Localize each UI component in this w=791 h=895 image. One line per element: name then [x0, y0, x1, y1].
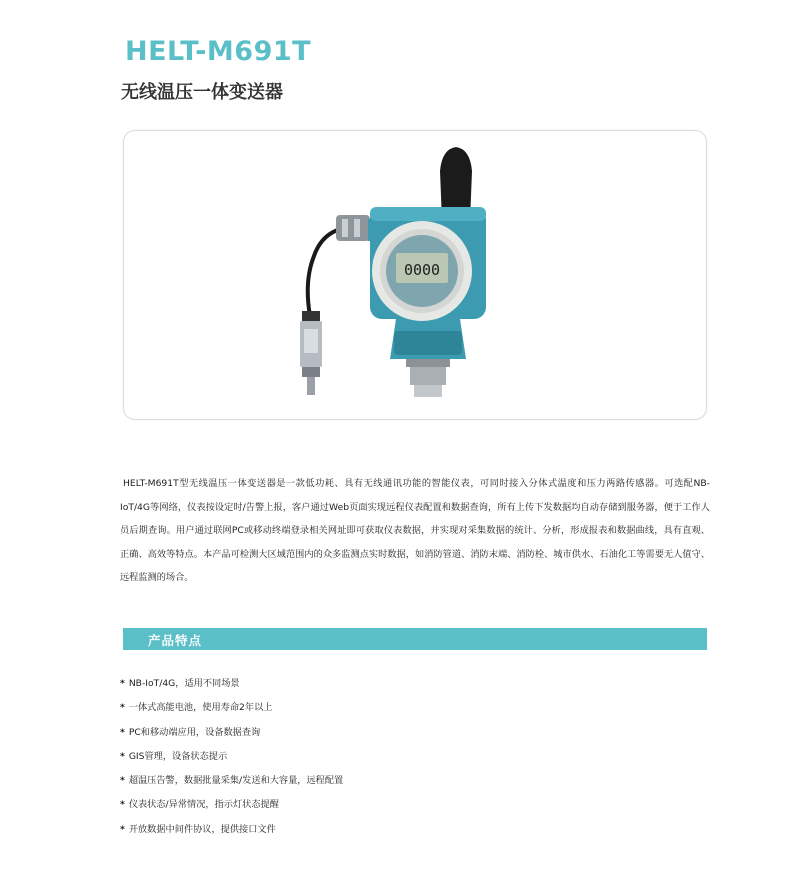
section-title: 产品特点: [148, 633, 203, 648]
feature-text: 一体式高能电池，使用寿命2年以上: [128, 702, 273, 714]
feature-text: NB-IoT/4G，适用不同场景: [128, 678, 240, 689]
product-subtitle: 无线温压一体变送器: [121, 82, 283, 103]
feature-list: [120, 676, 343, 846]
bullet-marker: *: [120, 750, 125, 762]
feature-item: [120, 749, 343, 773]
feature-text: 仪表状态/异常情况，指示灯状态提醒: [128, 799, 279, 811]
product-model-title: HELT-M691T: [125, 36, 312, 67]
transmitter-illustration: [124, 131, 706, 419]
feature-text: 开放数据中间件协议，提供接口文件: [128, 823, 276, 835]
pressure-fitting-icon: [406, 359, 450, 397]
bullet-marker: *: [120, 678, 125, 689]
feature-text: GIS管理，设备状态提示: [128, 750, 228, 762]
product-image-frame: [123, 130, 707, 420]
bullet-marker: *: [120, 726, 125, 738]
feature-item: [120, 797, 343, 821]
product-description: HELT-M691T型无线温压一体变送器是一款低功耗、具有无线通讯功能的智能仪表，可同时接入分体式温度和压力两路传感器。可选配NB-IoT/4G等网络，仪表按设定时/告警上报，客户通过Web页面实现远程仪表配置和数据查询，所有上传下发数据均自动存储到服务器，便于工作人员后期查询。用户通过联网PC或移动终端登录相关网址即可获取仪表数据，并实现对采集数据的统计、分析，形成报表和数据曲线，具有直观、正确、高效等特点。本产品可检测大区域范围内的众多监测点实时数据，如消防管道、消防末端、消防栓、城市供水、石油化工等需要无人值守、远程监测的场合。: [120, 478, 710, 583]
bullet-marker: *: [120, 702, 125, 714]
feature-item: [120, 700, 343, 724]
feature-item: [120, 676, 343, 700]
feature-item: [120, 822, 343, 846]
lcd-display: [396, 253, 448, 283]
bullet-marker: *: [120, 823, 125, 835]
temperature-probe-icon: [300, 311, 322, 395]
feature-text: 超温压告警，数据批量采集/发送和大容量，远程配置: [128, 775, 344, 787]
bullet-marker: *: [120, 775, 125, 787]
feature-item: [120, 725, 343, 749]
lcd-reading: 0000: [403, 261, 441, 279]
feature-item: [120, 773, 343, 797]
section-header-features: [123, 628, 707, 650]
feature-text: PC和移动端应用，设备数据查询: [128, 726, 261, 738]
bullet-marker: *: [120, 799, 125, 811]
